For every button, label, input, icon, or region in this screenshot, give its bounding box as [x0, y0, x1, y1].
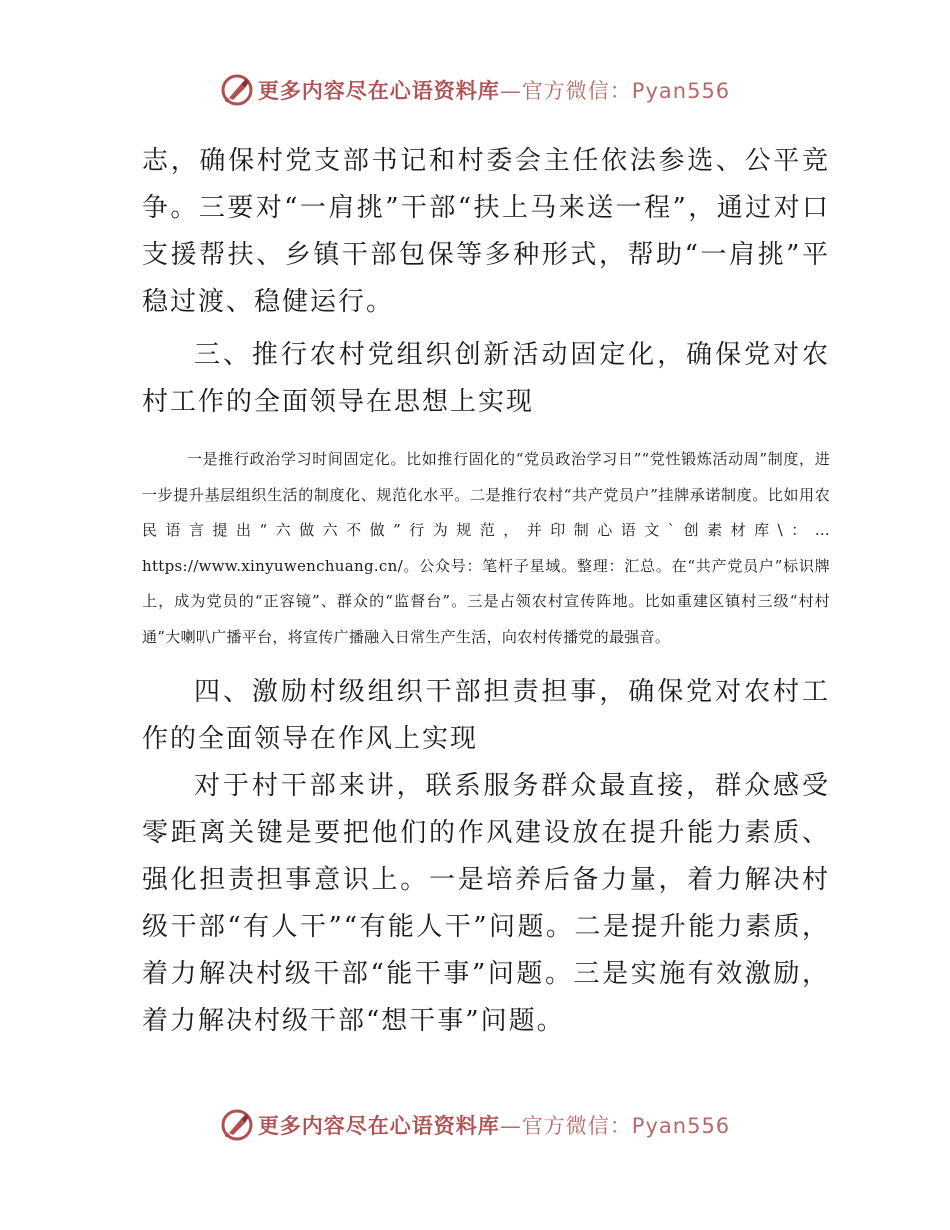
banner-text — [258, 75, 730, 105]
pen-nib-logo-icon — [220, 1108, 254, 1142]
banner-main-text: 更多内容尽在心语资料库 — [257, 79, 500, 103]
banner-main-text: 更多内容尽在心语资料库 — [257, 1114, 500, 1138]
banner-wechat-text: 官方微信：Pyan556 — [521, 79, 731, 103]
banner-dash: — — [499, 79, 522, 103]
banner-dash: — — [499, 1114, 522, 1138]
pen-nib-logo-icon — [220, 73, 254, 107]
banner-wechat-text: 官方微信：Pyan556 — [521, 1114, 731, 1138]
section-3-body: 一是推行政治学习时间固定化。比如推行固化的“党员政治学习日”“党性锻炼活动周”制度，进一步提升基层组织生活的制度化、规范化水平。二是推行农村“共产党员户”挂牌承诺制度。比如用农民语言提出“六做六不做”行为规范，并印制心语文`创素材库\：…https://www.xinyuwenchuang.cn/。公众号：笔杆子星域。整理：汇总。在“共产党员户”标识牌上，成为党员的“正容镜”、群众的“监督台”。三是占领农村宣传阵地。比如重建区镇村三级“村村通”大喇叭广播平台，将宣传广播融入日常生产生活，向农村传播党的最强音。 — [142, 450, 830, 646]
paragraph-continuation: 志，确保村党支部书记和村委会主任依法参选、公平竞争。三要对“一肩挑”干部“扶上马来送一程”，通过对口支援帮扶、乡镇干部包保等多种形式，帮助“一肩挑”平稳过渡、稳健运行。 — [142, 146, 830, 317]
banner-text — [258, 1110, 730, 1140]
header-banner — [0, 70, 950, 110]
footer-banner — [0, 1105, 950, 1145]
section-4-body: 对于村干部来讲，联系服务群众最直接，群众感受零距离关键是要把他们的作风建设放在提升能力素质、强化担责担事意识上。一是培养后备力量，着力解决村级干部“有人干”“有能人干”问题。二是提升能力素质，着力解决村级干部“能干事”问题。三是实施有效激励，着力解决村级干部“想干事”问题。 — [142, 771, 830, 1036]
document-body — [142, 138, 830, 1045]
section-heading-4: 四、激励村级组织干部担责担事，确保党对农村工作的全面领导在作风上实现 — [142, 677, 830, 754]
section-heading-3: 三、推行农村党组织创新活动固定化，确保党对农村工作的全面领导在思想上实现 — [142, 340, 830, 417]
